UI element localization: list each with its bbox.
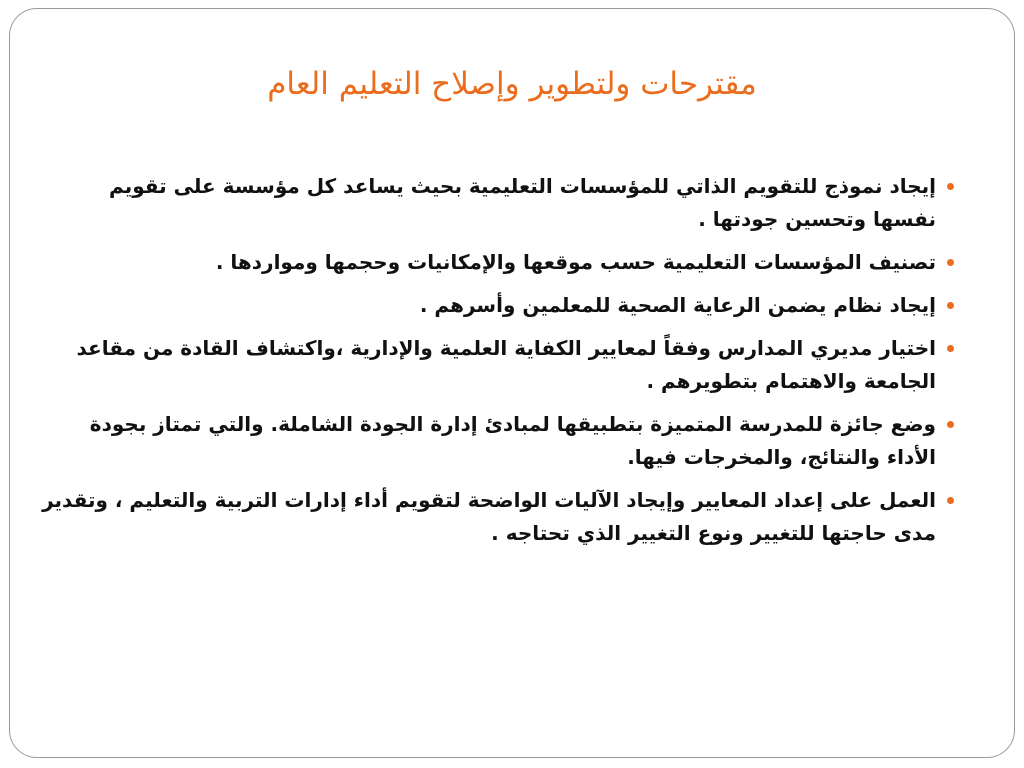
bullet-text: وضع جائزة للمدرسة المتميزة بتطبيقها لمبادئ إدارة الجودة الشاملة. والتي تمتاز بجودة الأداء والنتائج، والمخرجات فيها. <box>89 412 936 469</box>
bullet-dot-icon <box>947 421 954 428</box>
bullet-dot-icon <box>947 302 954 309</box>
bullet-text: إيجاد نظام يضمن الرعاية الصحية للمعلمين وأسرهم . <box>419 293 936 317</box>
bullet-dot-icon <box>947 497 954 504</box>
bullet-list <box>40 170 954 560</box>
bullet-text: تصنيف المؤسسات التعليمية حسب موقعها والإمكانيات وحجمها ومواردها . <box>215 250 936 274</box>
list-item <box>40 246 954 279</box>
bullet-dot-icon <box>947 345 954 352</box>
list-item <box>40 332 954 398</box>
bullet-text: إيجاد نموذج للتقويم الذاتي للمؤسسات التعليمية بحيث يساعد كل مؤسسة على تقويم نفسها وتحسين جودتها . <box>109 174 936 231</box>
bullet-dot-icon <box>947 259 954 266</box>
bullet-text: اختيار مديري المدارس وفقاً لمعايير الكفاية العلمية والإدارية ،واكتشاف القادة من مقاعد الجامعة والاهتمام بتطويرهم . <box>76 336 936 393</box>
bullet-dot-icon <box>947 183 954 190</box>
list-item <box>40 484 954 550</box>
list-item <box>40 289 954 322</box>
slide-title: مقترحات ولتطوير وإصلاح التعليم العام <box>267 66 757 102</box>
list-item <box>40 408 954 474</box>
bullet-text: العمل على إعداد المعايير وإيجاد الآليات الواضحة لتقويم أداء إدارات التربية والتعليم ، وتقدير مدى حاجتها للتغيير ونوع التغيير الذي تحتاجه . <box>42 488 936 545</box>
list-item <box>40 170 954 236</box>
